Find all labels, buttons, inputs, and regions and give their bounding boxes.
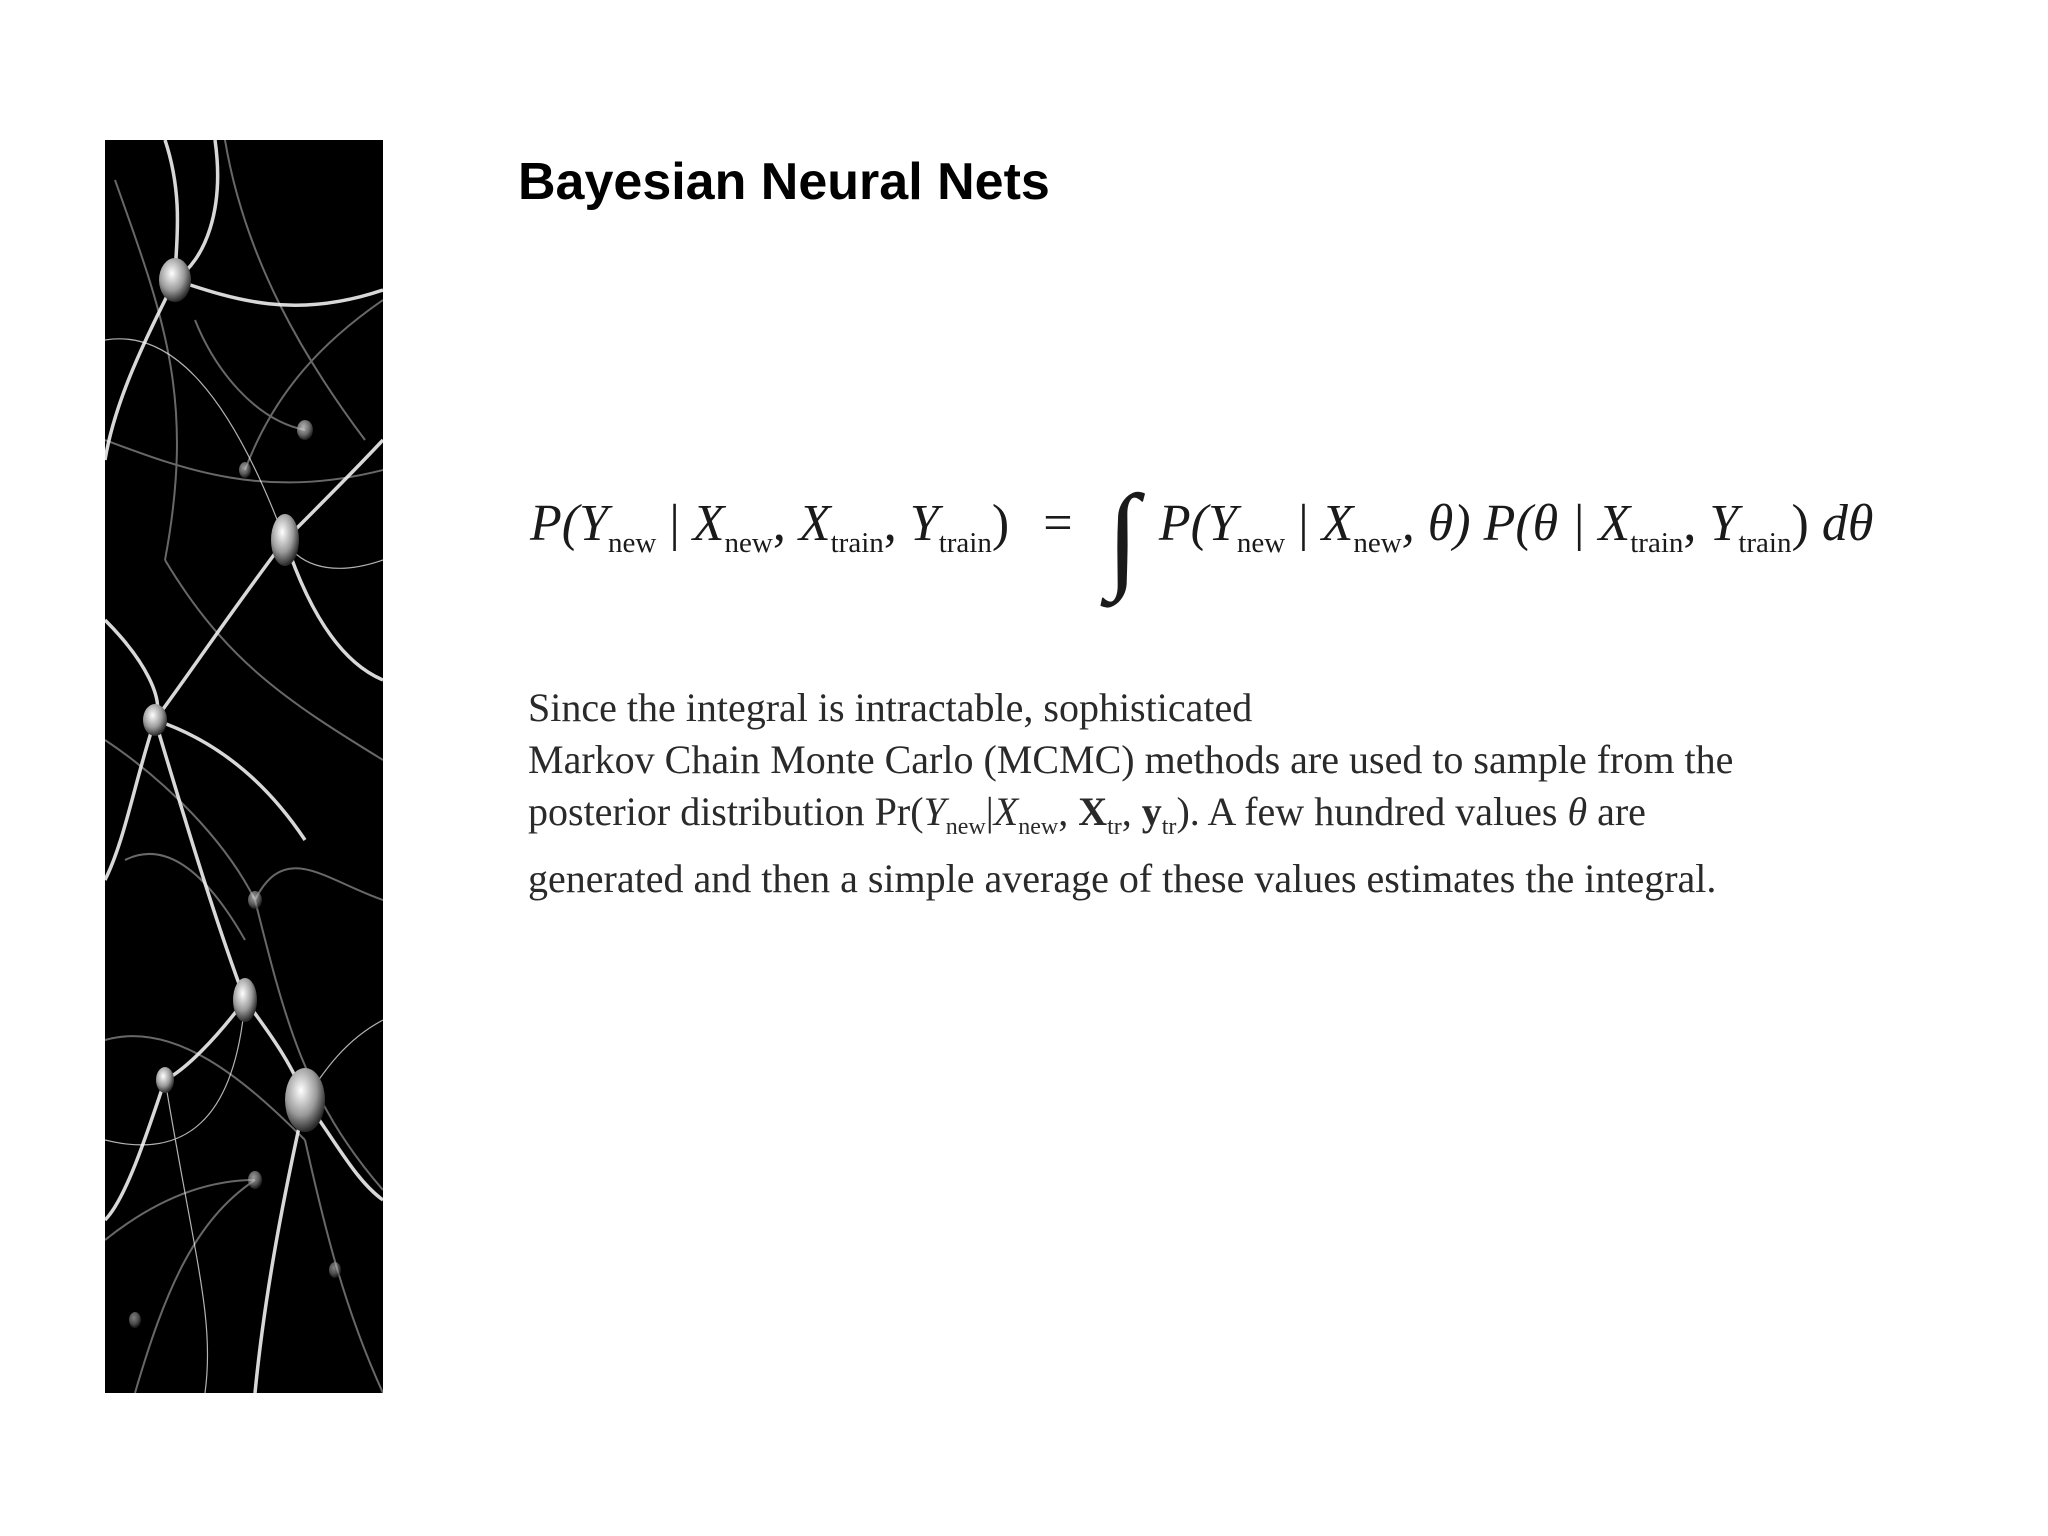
- eq-rhs-y-sub: new: [1236, 527, 1286, 559]
- eq-lhs-y2-sub: train: [938, 527, 992, 559]
- eq-lhs-close: ): [991, 495, 1010, 552]
- body-math-x: X: [993, 789, 1019, 834]
- body-math-comma2: ,: [1121, 789, 1142, 834]
- eq-rhs-x2: X: [1598, 495, 1631, 552]
- eq-rhs-bar: |: [1285, 495, 1322, 552]
- eq-rhs-y: Y: [1207, 495, 1237, 552]
- eq-equals: =: [1043, 495, 1073, 552]
- eq-lhs-x2: X: [798, 495, 831, 552]
- eq-rhs-x: X: [1321, 495, 1354, 552]
- eq-rhs-y2-sub: train: [1738, 527, 1792, 559]
- slide-title: Bayesian Neural Nets: [518, 153, 1050, 211]
- eq-lhs-p: P(: [530, 495, 580, 552]
- eq-lhs-y: Y: [579, 495, 609, 552]
- eq-lhs-x1-sub: new: [724, 527, 773, 559]
- eq-rhs-close: ): [1791, 495, 1822, 552]
- body-line-3: [528, 786, 1928, 853]
- predictive-distribution-equation: [530, 458, 1950, 602]
- body-math-comma1: ,: [1058, 789, 1079, 834]
- body-math-y: Y: [923, 789, 946, 834]
- eq-lhs-x1: X: [692, 495, 725, 552]
- body-line-3-part-a: posterior distribution Pr(: [528, 789, 924, 834]
- eq-rhs-p1: P(: [1158, 495, 1208, 552]
- eq-rhs-dtheta: dθ: [1821, 495, 1874, 552]
- body-math-ybold: y: [1141, 789, 1162, 834]
- eq-rhs-x2-sub: train: [1630, 527, 1684, 559]
- eq-rhs-theta: , θ): [1401, 495, 1484, 552]
- equation-line: $P(Y_{new}$ | $X_{new}$, $X_{train}$, $Y_{train}$) = ∫ $P(Y_{new}$ | $X_{new}$, θ) P(θ | $X_{train}$, $Y_{train}$) dθ: [530, 471, 1874, 602]
- body-line-3-part-b: ). A few hundred values: [1176, 789, 1568, 834]
- eq-rhs-y2: Y: [1709, 495, 1739, 552]
- neural-network-image: [105, 140, 383, 1393]
- eq-lhs-y2: Y: [909, 495, 939, 552]
- eq-lhs-comma1: ,: [772, 495, 799, 552]
- body-line-3-part-c: are: [1587, 789, 1646, 834]
- body-math-x-sub: new: [1018, 814, 1059, 840]
- eq-lhs-x2-sub: train: [830, 527, 884, 559]
- body-line-1: Since the integral is intractable, sophisticated: [528, 685, 1253, 730]
- body-line-2: Markov Chain Monte Carlo (MCMC) methods are used to sample from the: [528, 737, 1734, 782]
- neural-network-illustration: [105, 140, 383, 1393]
- eq-lhs-bar: |: [656, 495, 693, 552]
- eq-lhs-comma2: ,: [883, 495, 910, 552]
- body-math-bar: |: [985, 789, 994, 834]
- eq-lhs-y-sub: new: [608, 527, 657, 559]
- body-math-ybold-sub: tr: [1161, 814, 1177, 840]
- body-line-4: generated and then a simple average of these values estimates the integral.: [528, 856, 1717, 901]
- body-math-theta: θ: [1567, 789, 1588, 834]
- body-math-y-sub: new: [945, 814, 986, 840]
- body-math-xbold: X: [1078, 789, 1108, 834]
- body-math-xbold-sub: tr: [1107, 814, 1122, 840]
- eq-rhs-x-sub: new: [1353, 527, 1402, 559]
- explanation-paragraph: [528, 682, 1928, 905]
- eq-rhs-p2: P(θ |: [1483, 495, 1599, 552]
- eq-rhs-comma: ,: [1683, 495, 1710, 552]
